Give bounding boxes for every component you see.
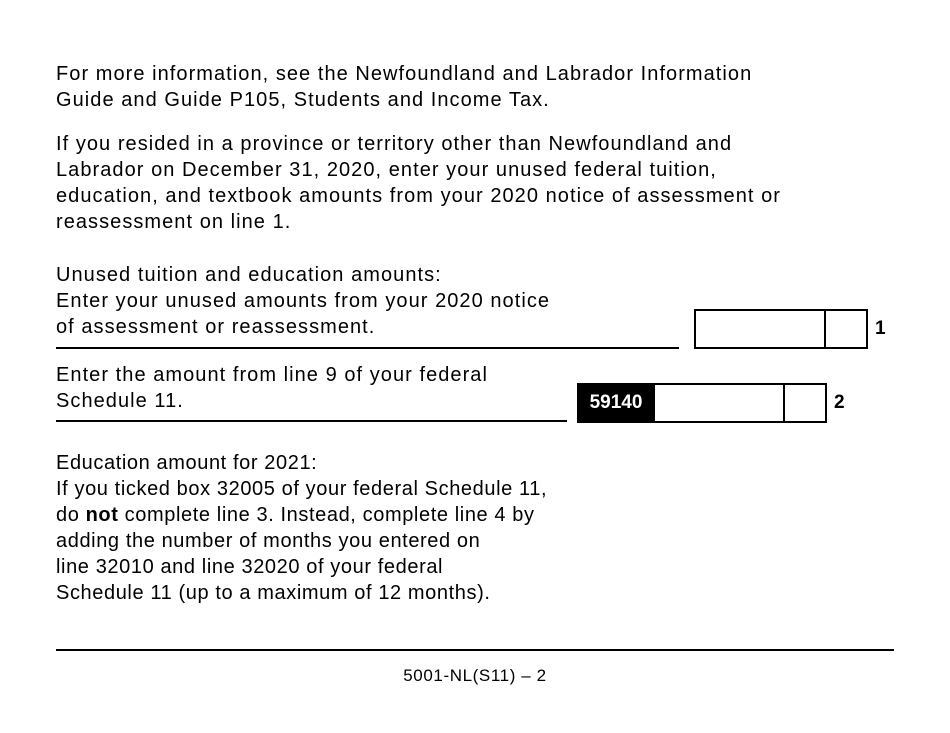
form-page-id: 5001-NL(S11) – 2 [403, 666, 547, 685]
line2-cents-divider [783, 385, 785, 421]
line2-number: 2 [834, 392, 845, 413]
info-paragraph: For more information, see the Newfoundland and Labrador Information Guide and Guide P105, Students and Income Tax. [56, 63, 753, 111]
line2-amount-field[interactable] [653, 383, 827, 423]
emphasis-not: not [85, 504, 119, 526]
education-amount-section: Education amount for 2021: If you ticked box 32005 of your federal Schedule 11, do not complete line 3. Instead, complete line 4 by adding the number of months you entered on line 32010 and line 32020 of your federal Schedule 11 (up to a maximum of 12 months). [56, 452, 548, 604]
line1-amount-field[interactable] [694, 309, 868, 349]
line2-description: Enter the amount from line 9 of your federal Schedule 11. [56, 364, 488, 412]
line1-cents-divider [824, 311, 826, 347]
residency-paragraph: If you resided in a province or territory other than Newfoundland and Labrador on December 31, 2020, enter your unused federal tuition, education, and textbook amounts from your 2020 notice of assessment or reassessment on line 1. [56, 133, 781, 233]
line1-description: Unused tuition and education amounts: Enter your unused amounts from your 2020 notice of assessment or reassessment. [56, 264, 551, 338]
line1-number: 1 [875, 318, 886, 339]
footer-divider [56, 649, 894, 651]
line2-underline [56, 420, 567, 422]
line2-field-code: 59140 [577, 383, 655, 423]
line1-underline [56, 347, 679, 349]
